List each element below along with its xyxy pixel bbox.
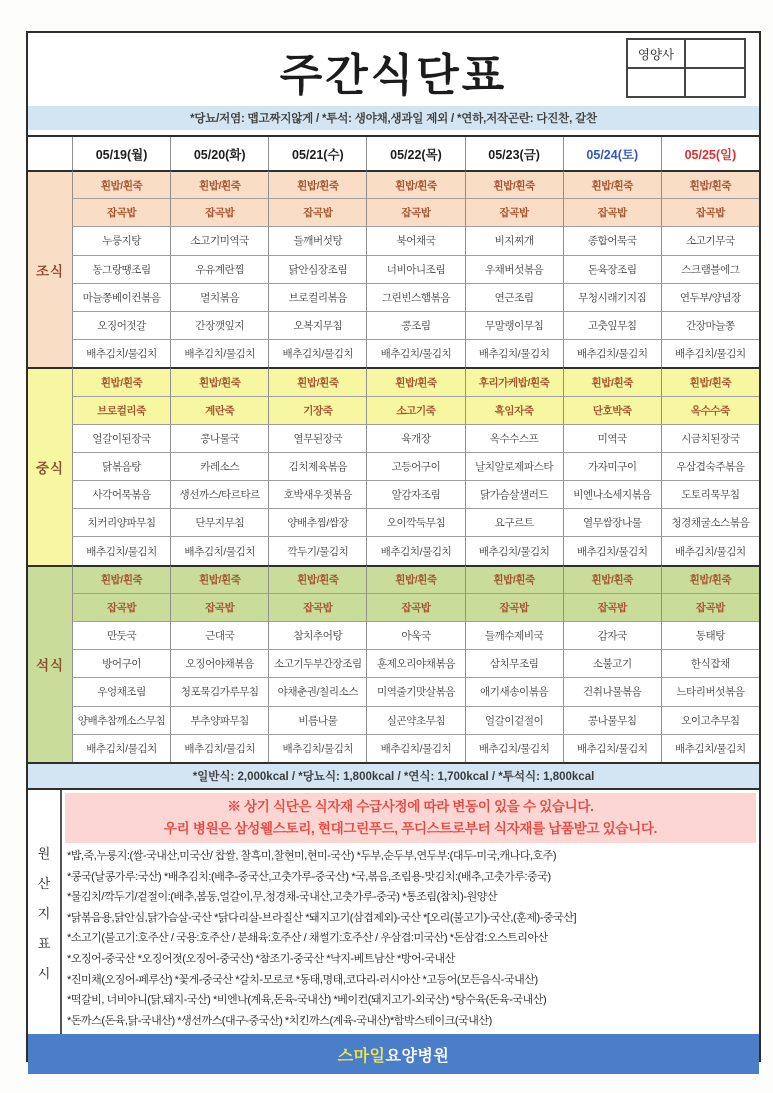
menu-cell: 흰밥/흰죽 [563,565,661,593]
menu-cell: 치커리양파무침 [72,508,170,536]
menu-cell: 흰밥/흰죽 [72,565,170,593]
menu-cell: 부추양파무침 [170,706,268,734]
title-row [28,33,759,103]
menu-cell: 우채버섯볶음 [465,255,563,283]
menu-cell: 배추김치/물김치 [366,339,464,367]
menu-cell: 흰밥/흰죽 [465,170,563,198]
menu-cell: 배추김치/물김치 [465,734,563,762]
menu-cell: 배추김치/물김치 [661,734,759,762]
menu-cell: 비엔나소세지볶음 [563,480,661,508]
menu-cell: 호박새우젓볶음 [268,480,366,508]
origin-lines [65,845,756,1032]
menu-cell: 닭가슴살샐러드 [465,480,563,508]
origin-line: *진미채(오징어-페루산) *꽃게-중국산 *갈치-모로코 *동태,명태,코다리-러시아산 *고등어(모든음식-국내산) [67,973,538,986]
menu-cell: 시금치된장국 [661,424,759,452]
menu-cell: 사각어묵볶음 [72,480,170,508]
menu-cell: 열무된장국 [268,424,366,452]
menu-cell: 흰밥/흰죽 [170,367,268,395]
menu-cell: 옥수수죽 [661,396,759,424]
corner-cell [28,137,72,170]
menu-cell: 배추김치/물김치 [170,536,268,564]
origin-line: *밥,죽,누룽지:(쌀-국내산,미국산/ 찹쌀, 찰흑미,찰현미,현미-국산) *두부,순두부,연두부:(대두-미국,캐나다,호주) [67,850,557,863]
menu-grid [28,135,759,764]
menu-cell: 배추김치/물김치 [366,734,464,762]
origin-line: *콩국(날콩가루:국산) *배추김치:(배추-중국산,고춧가루-중국산) *국,볶음,조림용-맛김치:(배추,고춧가루:중국) [67,870,551,883]
menu-cell: 야채춘권/칠리소스 [268,677,366,705]
menu-cell: 비름나물 [268,706,366,734]
menu-cell: 애기새송이볶음 [465,677,563,705]
menu-cell: 흰밥/흰죽 [170,565,268,593]
menu-cell: 배추김치/물김치 [563,734,661,762]
menu-cell: 배추김치/물김치 [563,339,661,367]
menu-cell: 간장마늘쫑 [661,311,759,339]
page-title: 주간식단표 [279,51,508,100]
menu-cell: 잡곡밥 [465,198,563,226]
menu-cell: 근대국 [170,621,268,649]
menu-cell: 종합어묵국 [563,226,661,254]
menu-cell: 소고기두부간장조림 [268,649,366,677]
menu-cell: 고등어구이 [366,452,464,480]
menu-cell: 잡곡밥 [170,593,268,621]
menu-cell: 잡곡밥 [366,198,464,226]
menu-cell: 생선까스/타르타르 [170,480,268,508]
hospital-footer-bar [28,1034,759,1074]
menu-cell: 깍두기/물김치 [268,536,366,564]
menu-cell: 배추김치/물김치 [72,536,170,564]
menu-cell: 들깨버섯탕 [268,226,366,254]
menu-cell: 스크램블에그 [661,255,759,283]
menu-cell: 잡곡밥 [170,198,268,226]
dietitian-empty-cell [627,68,685,97]
dietitian-label-cell: 영양사 [627,39,685,68]
menu-cell: 잡곡밥 [72,593,170,621]
menu-cell: 단호박죽 [563,396,661,424]
menu-cell: 실곤약초무침 [366,706,464,734]
dietitian-signature-table [626,38,746,98]
menu-cell: 흰밥/흰죽 [563,170,661,198]
menu-cell: 한식잡채 [661,649,759,677]
menu-cell: 방어구이 [72,649,170,677]
menu-cell: 흰밥/흰죽 [268,170,366,198]
menu-cell: 멸치볶음 [170,283,268,311]
menu-cell: 콩나물국 [170,424,268,452]
menu-cell: 소고기미역국 [170,226,268,254]
menu-cell: 미역줄기맛살볶음 [366,677,464,705]
day-header: 05/21(수) [268,137,366,170]
menu-cell: 육개장 [366,424,464,452]
weekly-menu-document [26,31,761,1065]
menu-cell: 요구르트 [465,508,563,536]
menu-cell: 간장깻잎지 [170,311,268,339]
notice-line: ※ 상기 식단은 식자재 수급사정에 따라 변동이 있을 수 있습니다. [227,798,594,814]
origin-section [28,790,759,1034]
menu-cell: 오복지무침 [268,311,366,339]
menu-cell: 양배추찜/쌈장 [268,508,366,536]
menu-cell: 흑임자죽 [465,396,563,424]
menu-cell: 청포묵김가루무침 [170,677,268,705]
menu-cell: 동태탕 [661,621,759,649]
menu-cell: 잡곡밥 [563,593,661,621]
menu-cell: 우유계란찜 [170,255,268,283]
menu-cell: 동그랑땡조림 [72,255,170,283]
origin-vertical-label [28,790,62,1034]
menu-cell: 아욱국 [366,621,464,649]
menu-cell: 배추김치/물김치 [465,536,563,564]
kcal-note-bar: *일반식: 2,000kcal / *당뇨식: 1,800kcal / *연식: 1,700kcal / *투석식: 1,800kcal [28,764,759,790]
menu-cell: 잡곡밥 [366,593,464,621]
origin-line: *닭볶음용,닭안심,닭가슴살-국산 *닭다리살-브라질산 *돼지고기(삼겹제외)-국산 *[오리(불고기)-국산,(훈제)-중국산] [67,911,577,924]
day-header: 05/24(토) [563,137,661,170]
menu-cell: 무말랭이무침 [465,311,563,339]
menu-cell: 감자국 [563,621,661,649]
menu-cell: 흰밥/흰죽 [72,170,170,198]
menu-cell: 흰밥/흰죽 [72,367,170,395]
hospital-brand-name: 스마일 [337,1047,386,1065]
menu-cell: 계란죽 [170,396,268,424]
menu-cell: 배추김치/물김치 [465,339,563,367]
menu-cell: 배추김치/물김치 [661,339,759,367]
menu-cell: 흰밥/흰죽 [366,565,464,593]
menu-cell: 미역국 [563,424,661,452]
menu-cell: 배추김치/물김치 [268,339,366,367]
menu-cell: 만둣국 [72,621,170,649]
menu-cell: 오이깍둑무침 [366,508,464,536]
menu-cell: 흰밥/흰죽 [661,367,759,395]
day-header: 05/20(화) [170,137,268,170]
menu-cell: 후리가케밥/흰죽 [465,367,563,395]
origin-label-char: 산 [37,875,51,891]
menu-cell: 흰밥/흰죽 [268,565,366,593]
menu-cell: 잡곡밥 [268,593,366,621]
menu-cell: 오징어젓갈 [72,311,170,339]
menu-cell: 참치추어탕 [268,621,366,649]
menu-cell: 잡곡밥 [661,198,759,226]
menu-cell: 브로컬리볶음 [268,283,366,311]
origin-label-char: 표 [37,935,51,951]
menu-cell: 소고기무국 [661,226,759,254]
menu-cell: 흰밥/흰죽 [465,565,563,593]
menu-cell: 흰밥/흰죽 [661,565,759,593]
menu-cell: 김치제육볶음 [268,452,366,480]
menu-cell: 얼갈이겉절이 [465,706,563,734]
day-header: 05/25(일) [661,137,759,170]
menu-cell: 잡곡밥 [268,198,366,226]
menu-cell: 브로컬리죽 [72,396,170,424]
menu-cell: 콩조림 [366,311,464,339]
menu-cell: 소불고기 [563,649,661,677]
origin-content [62,790,759,1034]
menu-cell: 닭볶음탕 [72,452,170,480]
menu-cell: 배추김치/물김치 [72,339,170,367]
menu-cell: 고춧잎무침 [563,311,661,339]
menu-cell: 잡곡밥 [563,198,661,226]
menu-cell: 얼갈이된장국 [72,424,170,452]
day-header: 05/22(목) [366,137,464,170]
origin-line: *돈까스(돈육,닭-국내산) *생선까스(대구-중국산) *치킨까스(계육-국내산)*함박스테이크(국내산) [67,1014,492,1027]
menu-cell: 연근조림 [465,283,563,311]
menu-cell: 흰밥/흰죽 [170,170,268,198]
origin-label-char: 원 [37,845,51,861]
menu-cell: 잡곡밥 [661,593,759,621]
menu-cell: 소고기죽 [366,396,464,424]
meal-label-breakfast: 조식 [28,170,72,367]
menu-cell: 옥수수스프 [465,424,563,452]
menu-cell: 느타리버섯볶음 [661,677,759,705]
menu-cell: 양배추참깨소스무침 [72,706,170,734]
menu-cell: 비지찌개 [465,226,563,254]
menu-cell: 오이고추무침 [661,706,759,734]
menu-cell: 우엉채조림 [72,677,170,705]
menu-cell: 우삼겹숙주볶음 [661,452,759,480]
origin-line: *물김치/깍두기/겉절이:(배추,봄동,얼갈이,무,청경채-국내산,고춧가루-중국) *통조림(참치)-원양산 [67,891,498,904]
menu-cell: 흰밥/흰죽 [366,170,464,198]
origin-line: *떡갈비, 너비아니(닭,돼지-국산) *비엔나(계육,돈육-국내산) *베이컨(돼지고기-외국산) *탕수육(돈육-국내산) [67,994,547,1007]
hospital-type-name: 요양병원 [385,1047,450,1065]
menu-cell: 청경채굴소스볶음 [661,508,759,536]
menu-cell: 열무쌈장나물 [563,508,661,536]
menu-cell: 돈육장조림 [563,255,661,283]
menu-cell: 잡곡밥 [72,198,170,226]
menu-cell: 가자미구이 [563,452,661,480]
menu-cell: 들깨수제비국 [465,621,563,649]
menu-cell: 훈제오리야채볶음 [366,649,464,677]
menu-cell: 잡곡밥 [465,593,563,621]
menu-cell: 흰밥/흰죽 [268,367,366,395]
menu-cell: 무청시래기지짐 [563,283,661,311]
dietitian-empty-cell [685,68,745,97]
menu-cell: 카레소스 [170,452,268,480]
menu-cell: 배추김치/물김치 [170,339,268,367]
supplier-notice-box [65,793,756,843]
origin-line: *오징어-중국산 *오징어젓(오징어-중국산) *참조기-중국산 *낙지-베트남산 *방어-국내산 [67,952,455,965]
menu-cell: 흰밥/흰죽 [563,367,661,395]
menu-cell: 배추김치/물김치 [661,536,759,564]
day-header: 05/23(금) [465,137,563,170]
origin-label-char: 시 [37,965,51,981]
dietitian-empty-cell [685,39,745,68]
origin-label-char: 지 [37,905,51,921]
menu-cell: 배추김치/물김치 [366,536,464,564]
menu-cell: 흰밥/흰죽 [661,170,759,198]
meal-label-lunch: 중식 [28,367,72,564]
menu-cell: 단무지무침 [170,508,268,536]
menu-cell: 닭안심장조림 [268,255,366,283]
menu-cell: 누룽지탕 [72,226,170,254]
menu-cell: 도토리묵무침 [661,480,759,508]
menu-cell: 배추김치/물김치 [563,536,661,564]
menu-cell: 날치알로제파스타 [465,452,563,480]
menu-cell: 그린빈스햄볶음 [366,283,464,311]
menu-cell: 기장죽 [268,396,366,424]
menu-cell: 배추김치/물김치 [268,734,366,762]
notice-line: 우리 병원은 삼성웰스토리, 현대그린푸드, 푸디스트로부터 식자재를 납품받고 있습니다. [163,820,658,836]
diet-notes-bar: *당뇨/저염: 맵고짜지않게 / *투석: 생야채,생과일 제외 / *연하,저작곤란: 다진찬, 갈찬 [28,106,759,130]
menu-cell: 배추김치/물김치 [72,734,170,762]
menu-cell: 콩나물무침 [563,706,661,734]
meal-label-dinner: 석식 [28,565,72,762]
menu-cell: 너비아니조림 [366,255,464,283]
menu-cell: 북어채국 [366,226,464,254]
menu-cell: 오징어야채볶음 [170,649,268,677]
menu-cell: 마늘쫑베이컨볶음 [72,283,170,311]
menu-cell: 알감자조림 [366,480,464,508]
menu-cell: 삼치무조림 [465,649,563,677]
origin-line: *소고기(불고기:호주산 / 국용:호주산 / 분쇄육:호주산 / 채썰기:호주산 / 우삼겹:미국산) *돈삼겹:오스트리아산 [67,932,548,945]
menu-cell: 연두부/양념장 [661,283,759,311]
menu-cell: 건취나물볶음 [563,677,661,705]
menu-cell: 배추김치/물김치 [170,734,268,762]
day-header: 05/19(월) [72,137,170,170]
menu-cell: 흰밥/흰죽 [366,367,464,395]
